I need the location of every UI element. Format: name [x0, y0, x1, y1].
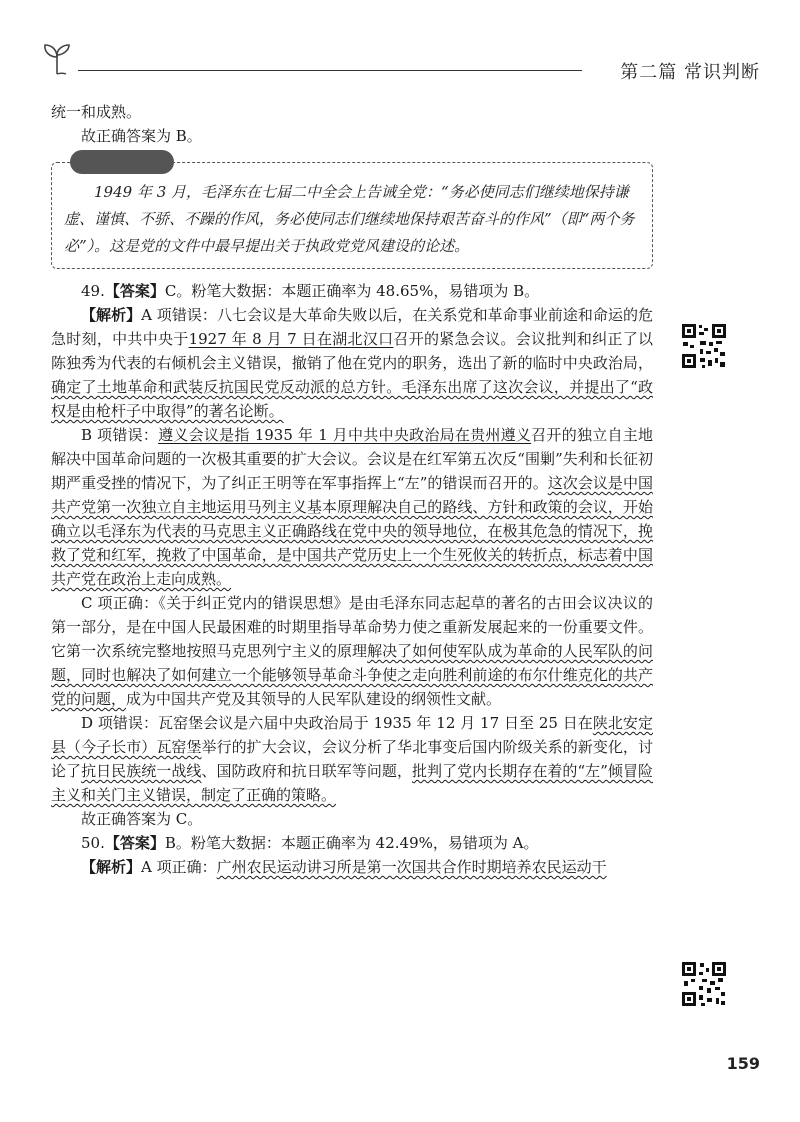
q50-answer: [51, 831, 653, 855]
q49-d-text-2: 举行的扩大会议，会议分析了华北事变后国内阶级关系的新变化，讨论了: [51, 738, 653, 780]
q49-b-underline: 遵义会议是指 1935 年 1 月中共中央政治局在贵州遵义: [158, 426, 532, 444]
q49-c-underline: 解决了如何使军队成为革命的人民军队的问题，同时也解决了如何建立一个能够领导革命斗争使之走向胜利前途的布尔什维克化的共产党的问题，: [51, 642, 653, 708]
intro-line: 统一和成熟。: [51, 103, 142, 121]
q49-conclusion: 故正确答案为 C。: [81, 810, 203, 828]
q49-c-text-2: 成为中国共产党及其领导的人民军队建设的纲领性文献。: [126, 690, 502, 708]
q50-answer-tag: 【答案】: [104, 834, 165, 852]
q50-answer-text: B。粉笔大数据：本题正确率为 42.49%，易错项为 A。: [164, 834, 539, 852]
q49-answer-tag: 【答案】: [104, 282, 165, 300]
q49-a-text-2: 召开的紧急会议。会议批判和纠正了以陈独秀为代表的右倾机会主义错误，撤销了他在党内的职务，选出了新的临时中央政治局，: [51, 330, 653, 372]
header-title: 第二篇 常识判断: [620, 62, 760, 83]
q49-d-underline-3: 批判了党内长期存在着的“左”倾冒险主义和关门主义错误，制定了正确的策略。: [51, 762, 653, 804]
q49-b-text-2: 召开的独立自主地解决中国革命问题的一次极其重要的扩大会议。会议是在红军第五次反“围剿”失利和长征初期严重受挫的情况下，为了纠正王明等在军事指挥上“左”的错误而召开的。: [51, 426, 653, 492]
tip-tab-icon: [70, 150, 174, 174]
q50-a-underline: 广州农民运动讲习所是第一次国共合作时期培养农民运动干: [216, 858, 607, 876]
tip-text: 1949 年 3 月，毛泽东在七届二中全会上告诫全党：“务必使同志们继续地保持谦虚、谨慎、不骄、不躁的作风，务必使同志们继续地保持艰苦奋斗的作风”（即“两个务必”）。这是党的文件中最早提出关于执政党党风建设的论述。: [64, 183, 635, 255]
tip-box: [51, 162, 653, 269]
q49-option-c: [51, 591, 653, 711]
q49-number: 49.: [81, 282, 105, 300]
intro-answer: 故正确答案为 B。: [81, 127, 202, 145]
page-content: [51, 100, 653, 879]
q49-b-text: B 项错误：: [81, 426, 159, 444]
q49-option-d: [51, 711, 653, 807]
q49-b-underline-2: 这次会议是中国共产党第一次独立自主地运用马列主义基本原理解决自己的路线、方针和政策的会议，开始确立以毛泽东为代表的马克思主义正确路线在党中央的领导地位，在极其危急的情况下，挽救了党和红军，挽救了中国革命，是中国共产党历史上一个生死攸关的转折点，标志着中国共产党在政治上走向成熟。: [51, 474, 653, 588]
q49-c-text: C 项正确：《关于纠正党内的错误思想》是由毛泽东同志起草的著名的古田会议决议的第一部分，是在中国人民最困难的时期里指导革命势力使之重新发展起来的一份重要文件。它第一次系统完整地按照马克思列宁主义的原理: [51, 594, 653, 660]
qr-code-icon[interactable]: [680, 322, 728, 370]
q50-option-a: [51, 855, 653, 879]
q50-number: 50.: [81, 834, 105, 852]
q49-d-underline-2: 抗日民族统一战线: [81, 762, 202, 780]
q50-analysis-tag: 【解析】: [81, 858, 142, 876]
q49-a-text: A 项错误：八七会议是大革命失败以后，在关系党和革命事业前途和命运的危急时刻，中共中央于: [51, 306, 653, 348]
q49-a-underline-2: 确定了土地革命和武装反抗国民党反动派的总方针。毛泽东出席了这次会议，并提出了“政权是由枪杆子中取得”的著名论断。: [51, 378, 653, 420]
q49-d-underline: 陕北安定县（今子长市）瓦窑堡: [51, 714, 653, 756]
q49-option-a: [51, 303, 653, 423]
page-number: 159: [726, 1054, 760, 1073]
header-rule: [78, 70, 582, 71]
qr-code-icon[interactable]: [680, 960, 728, 1008]
q50-a-text: A 项正确：: [141, 858, 217, 876]
q49-d-text-3: 、国防政府和抗日联军等问题，: [201, 762, 412, 780]
q49-option-b: [51, 423, 653, 591]
page-header: [40, 40, 760, 84]
q49-answer-text: C。粉笔大数据：本题正确率为 48.65%，易错项为 B。: [164, 282, 540, 300]
sprout-icon: [42, 42, 72, 76]
q49-answer: [51, 279, 653, 303]
q49-d-text: D 项错误：瓦窑堡会议是六届中央政治局于 1935 年 12 月 17 日至 25 日在: [81, 714, 593, 732]
q49-analysis-tag: 【解析】: [81, 306, 142, 324]
q49-a-underline: 1927 年 8 月 7 日在湖北汉口: [188, 330, 394, 348]
